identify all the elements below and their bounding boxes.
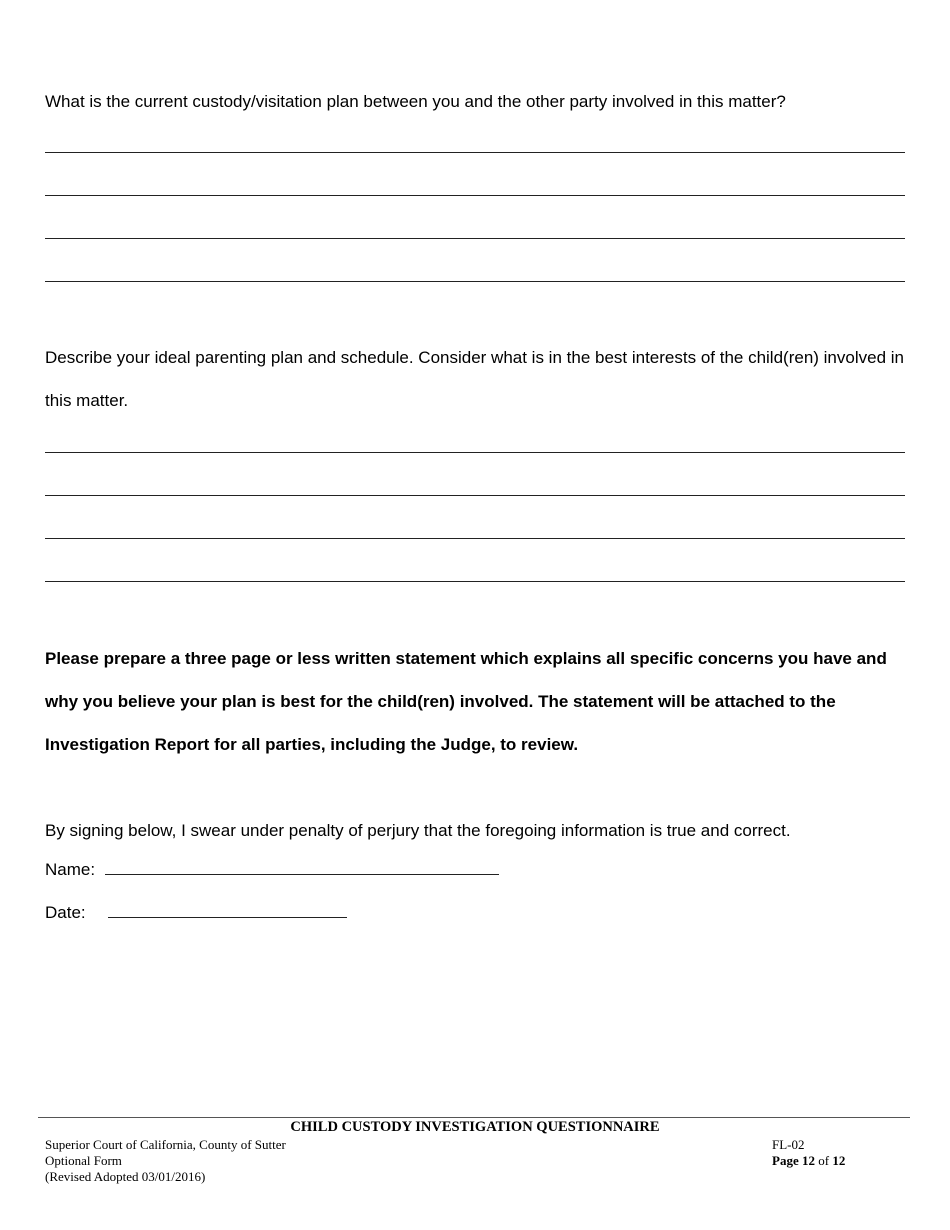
answer-line[interactable] — [45, 495, 905, 496]
date-input-line[interactable] — [108, 917, 347, 918]
footer-form-type: Optional Form — [45, 1153, 122, 1168]
footer-page-number — [772, 1153, 845, 1169]
footer-form-number: FL-02 — [772, 1137, 805, 1152]
question-current-custody-plan: What is the current custody/visitation plan between you and the other party involved in this matter? — [45, 92, 786, 111]
of-word: of — [818, 1153, 830, 1168]
footer-form-meta — [772, 1137, 845, 1169]
page-current: 12 — [801, 1153, 815, 1168]
answer-line[interactable] — [45, 452, 905, 453]
answer-line[interactable] — [45, 238, 905, 239]
page-total: 12 — [832, 1153, 846, 1168]
footer-revision-date: (Revised Adopted 03/01/2016) — [45, 1169, 206, 1184]
perjury-attestation: By signing below, I swear under penalty of perjury that the foregoing information is true and correct. — [45, 821, 791, 840]
answer-line[interactable] — [45, 281, 905, 282]
question-ideal-parenting-plan: Describe your ideal parenting plan and schedule. Consider what is in the best interests of the child(ren) involved in this matter. — [45, 348, 904, 410]
footer-court-name: Superior Court of California, County of Sutter — [45, 1137, 286, 1152]
footer-court-info — [45, 1137, 286, 1185]
answer-line[interactable] — [45, 195, 905, 196]
name-field-row — [45, 860, 499, 880]
name-input-line[interactable] — [105, 874, 499, 875]
answer-line[interactable] — [45, 152, 905, 153]
statement-instruction: Please prepare a three page or less written statement which explains all specific concerns you have and why you believe your plan is best for the child(ren) involved. The statement will be attached to the Investigation Report for all parties, including the Judge, to review. — [45, 649, 887, 754]
page-word: Page — [772, 1153, 799, 1168]
name-label: Name: — [45, 860, 96, 879]
date-label: Date: — [45, 903, 86, 922]
footer-form-title: CHILD CUSTODY INVESTIGATION QUESTIONNAIRE — [290, 1119, 660, 1135]
answer-line[interactable] — [45, 538, 905, 539]
answer-line[interactable] — [45, 581, 905, 582]
footer-rule — [38, 1117, 910, 1118]
date-field-row — [45, 903, 347, 923]
